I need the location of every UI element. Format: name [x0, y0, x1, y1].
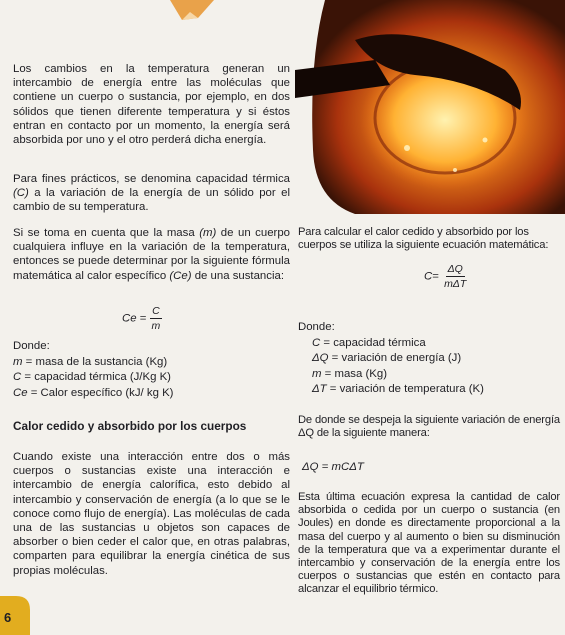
pencil-tip-icon: [168, 0, 216, 20]
section-heading: Calor cedido y absorbido por los cuerpos: [13, 419, 247, 433]
intro-paragraph-1: Los cambios en la temperatura generan un intercambio de energía entre las moléculas que contiene un cuerpo o sustancia, por ejemplo, en dos sólidos que tienen diferente temperatura y si éstos entran en contacto por un momento, la energía será absorbida por uno y el otro perderá dicha energía.: [13, 63, 290, 147]
donde-right-desc-c: = capacidad térmica: [320, 336, 426, 349]
section-paragraph: Cuando existe una interacción entre dos o más cuerpos o sustancias existe una interacción e intercambio de energía calorífica, esto debido al intercambio y conservación de energía (a lo que se le conoce como flujo de energía). Las moléculas de cada una de las sustancias u objetos son capaces de absorber o bien ceder el calor que, en otras palabras, comparten para equilibrar la energía cinética de sus propias moléculas.: [13, 451, 290, 577]
intro-p2-text-a: Para fines prácticos, se denomina capacidad térmica: [13, 173, 290, 185]
donde-left-desc-ce: = Calor específico (kJ/ kg K): [27, 386, 174, 399]
formula-c-eq: =: [432, 270, 443, 283]
intro-p3-var-m: (m): [199, 227, 217, 239]
donde-right-var-m: m: [312, 367, 322, 380]
donde-left-var-c: C: [13, 371, 22, 383]
intro-p3-text-c: de una sustancia:: [191, 269, 284, 282]
intro-p2-var: (C): [13, 187, 29, 200]
intro-paragraph-2: [13, 172, 290, 215]
formula-specific-heat: [122, 304, 162, 333]
donde-right-desc-t: = variación de temperatura (K): [326, 383, 484, 395]
formula-c-lhs: C: [424, 270, 433, 283]
formula-c-fraction: [442, 262, 468, 291]
donde-right-title: Donde:: [298, 321, 335, 333]
donde-left-line-3: [13, 386, 283, 402]
formula-c-den: mΔT: [444, 278, 467, 290]
donde-right-desc-m: = masa (Kg): [321, 367, 388, 380]
formula-ce-fraction: [150, 304, 163, 333]
formula-c-num: ΔQ: [447, 263, 463, 275]
donde-left-block: [13, 339, 283, 401]
glowing-crucible-photo: [295, 0, 565, 214]
donde-right-line-4: [298, 382, 560, 398]
intro-p3-var-ce: (Ce): [169, 269, 192, 282]
donde-left-var-ce: Ce: [13, 386, 28, 399]
donde-left-line-1: [13, 355, 283, 371]
formula-ce-eq: =: [136, 312, 150, 325]
intro-p3-text-b: de un cuerpo cualquiera influye en la variación de la temperatura, entonces se puede determinar por la siguiente fórmula matemática al calor específico: [13, 227, 290, 282]
donde-right-line-2: [298, 351, 560, 367]
donde-right-line-3: [298, 367, 560, 383]
donde-left-line-2: [13, 370, 283, 386]
donde-right-var-q: ΔQ: [312, 352, 329, 364]
donde-right-var-c: C: [312, 336, 321, 349]
right-paragraph-1: Para calcular el calor cedido y absorbido por los cuerpos se utiliza la siguiente ecuación matemática:: [298, 226, 549, 252]
donde-left-var-m: m: [13, 355, 23, 368]
formula-energy: ΔQ = mCΔT: [302, 461, 364, 473]
donde-left-desc-m: = masa de la sustancia (Kg): [22, 355, 168, 368]
formula-ce-num: C: [152, 305, 160, 317]
formula-ce-den: m: [151, 320, 161, 332]
intro-p3-text-a: Si se toma en cuenta que la masa: [13, 227, 200, 239]
right-paragraph-3: Esta última ecuación expresa la cantidad de calor absorbida o cedida por un cuerpo o sustancia (en Joules) en donde es directamente proporcional a la masa del cuerpo y al aumento o bien su disminución de la temperatura que va a experimentar durante el intercambio y conservación de la energía entre los cuerpos o sustancias que estén en contacto para alcanzar el equilibrio térmico.: [298, 491, 560, 596]
donde-right-block: [298, 320, 560, 398]
intro-paragraph-3: [13, 226, 290, 283]
donde-right-var-t: ΔT: [312, 383, 327, 395]
formula-ce-lhs: Ce: [122, 312, 137, 325]
donde-left-title: Donde:: [13, 340, 50, 352]
formula-heat-capacity: [424, 262, 468, 291]
right-paragraph-2: De donde se despeja la siguiente variación de energía ΔQ de la siguiente manera:: [298, 414, 560, 440]
donde-right-line-1: [298, 336, 560, 352]
page-number: 6: [4, 610, 12, 625]
intro-p2-text-b: a la variación de la energía de un sólido por el cambio de su temperatura.: [13, 187, 290, 214]
donde-right-desc-q: = variación de energía (J): [328, 352, 462, 364]
donde-left-desc-c: = capacidad térmica (J/Kg K): [21, 371, 171, 383]
